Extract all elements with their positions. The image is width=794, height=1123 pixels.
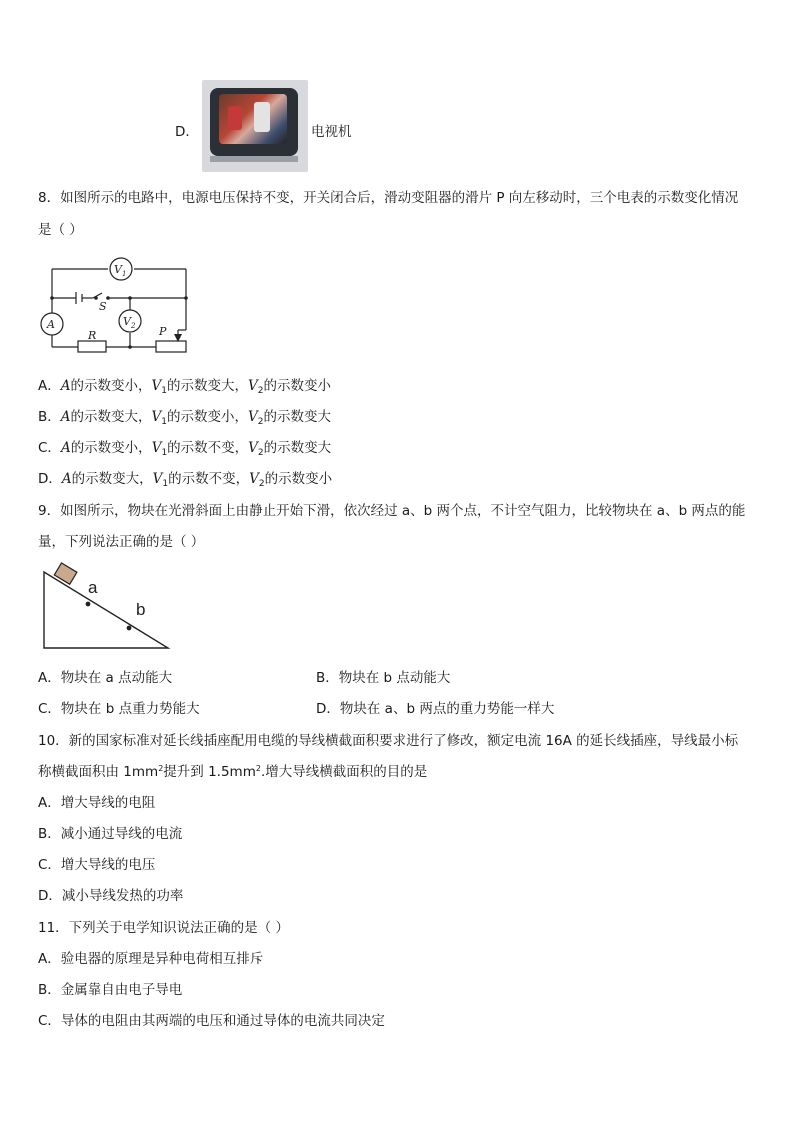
q10-stem-line1: 10．新的国家标准对延长线插座配用电缆的导线横截面积要求进行了修改，额定电流 16A 的延长线插座，导线最小标 (38, 733, 739, 749)
switch-label: S (99, 300, 107, 313)
q8-option-b[interactable]: B．A的示数变大，$V_1$的示数变小，$V_2$的示数变大 (38, 409, 331, 427)
tv-image (202, 80, 308, 172)
q9-stem-line1: 9．如图所示，物块在光滑斜面上由静止开始下滑，依次经过 a、b 两个点，不计空气阻力，比较物块在 a、b 两点的能 (38, 503, 746, 519)
q9-option-a[interactable]: A．物块在 a 点动能大 (38, 670, 173, 686)
q11-stem: 11．下列关于电学知识说法正确的是（ ） (38, 920, 289, 936)
resistor-label: R (88, 329, 97, 342)
point-b-label: b (136, 600, 146, 619)
q9-option-d[interactable]: D．物块在 a、b 两点的重力势能一样大 (316, 701, 555, 717)
q8-stem-line1: 8．如图所示的电路中，电源电压保持不变，开关闭合后，滑动变阻器的滑片 P 向左移动时，三个电表的示数变化情况 (38, 190, 739, 206)
q10-option-a[interactable]: A．增大导线的电阻 (38, 795, 156, 811)
option-d-text: 电视机 (311, 124, 352, 140)
point-a-label: a (88, 578, 98, 597)
q10-stem-line2: 称横截面积由 $1mm^2$提升到 $1.5mm^2$.增大导线横截面积的目的是 (38, 764, 428, 780)
q11-option-b[interactable]: B．金属靠自由电子导电 (38, 982, 183, 998)
ammeter-label: A (47, 318, 55, 331)
q11-option-c[interactable]: C．导体的电阻由其两端的电压和通过导体的电流共同决定 (38, 1013, 385, 1029)
q8-option-a[interactable]: A．A的示数变小，$V_1$的示数变大，$V_2$的示数变小 (38, 378, 331, 396)
v2-meter-label: $V_2$ (123, 315, 136, 330)
q10-option-c[interactable]: C．增大导线的电压 (38, 857, 156, 873)
q8-stem-line2: 是（ ） (38, 222, 83, 238)
q9-option-b[interactable]: B．物块在 b 点动能大 (316, 670, 451, 686)
q10-option-d[interactable]: D．减小导线发热的功率 (38, 888, 184, 904)
q11-option-a[interactable]: A．验电器的原理是异种电荷相互排斥 (38, 951, 264, 967)
q8-option-d[interactable]: D．A的示数变大，$V_1$的示数不变，$V_2$的示数变小 (38, 471, 333, 489)
q8-option-c[interactable]: C．A的示数变小，$V_1$的示数不变，$V_2$的示数变大 (38, 440, 332, 458)
q8-circuit-diagram (38, 255, 198, 355)
q9-option-c[interactable]: C．物块在 b 点重力势能大 (38, 701, 200, 717)
q9-stem-line2: 量，下列说法正确的是（ ） (38, 534, 205, 550)
q10-option-b[interactable]: B．减小通过导线的电流 (38, 826, 183, 842)
q9-incline-diagram (38, 560, 178, 656)
option-d-label: D． (175, 124, 199, 140)
slider-label: P (159, 325, 167, 338)
v1-meter-label: $V_1$ (114, 263, 127, 278)
